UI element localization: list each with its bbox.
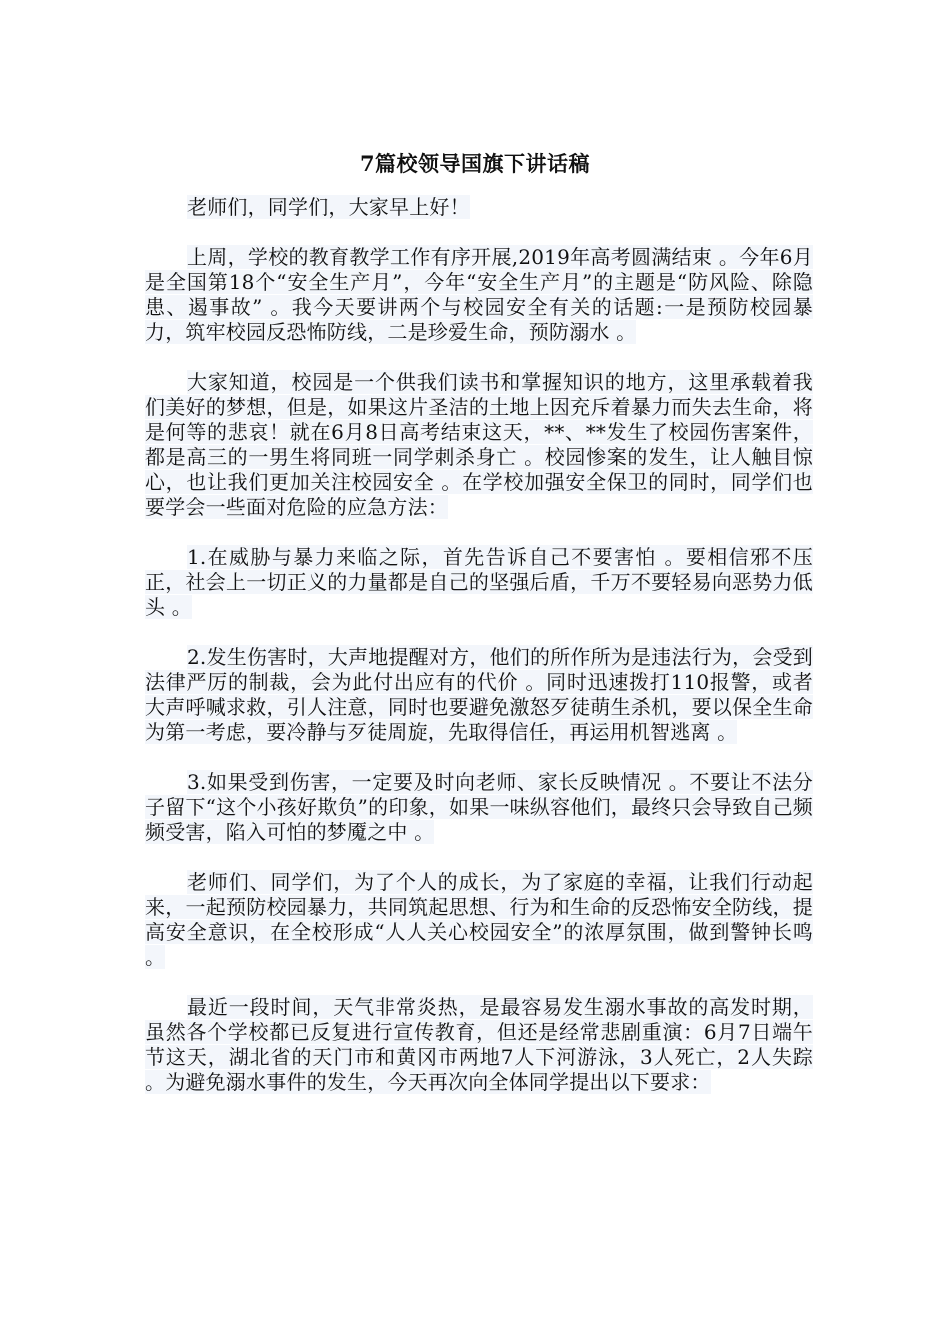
document-body xyxy=(145,195,813,1120)
paragraph-call-to-action xyxy=(145,870,813,970)
paragraph-greeting xyxy=(145,195,813,220)
paragraph-point-1 xyxy=(145,545,813,620)
paragraph-drowning xyxy=(145,995,813,1095)
paragraph-text: 3.如果受到伤害，一定要及时向老师、家长反映情况 。不要让不法分子留下“这个小孩好欺负”的印象，如果一味纵容他们，最终只会导致自己频频受害，陷入可怕的梦魇之中 。 xyxy=(145,770,813,844)
paragraph-text: 老师们，同学们，大家早上好！ xyxy=(187,195,470,219)
paragraph-text: 大家知道，校园是一个供我们读书和掌握知识的地方，这里承载着我们美好的梦想，但是，如果这片圣洁的土地上因充斥着暴力而失去生命，将是何等的悲哀！就在6月8日高考结束这天，**、**发生了校园伤害案件，都是高三的一男生将同班一同学刺杀身亡 。校园惨案的发生，让人触目惊心，也让我们更加关注校园安全 。在学校加强安全保卫的同时，同学们也要学会一些面对危险的应急方法： xyxy=(145,370,813,519)
paragraph-intro xyxy=(145,245,813,345)
paragraph-text: 最近一段时间，天气非常炎热，是最容易发生溺水事故的高发时期，虽然各个学校都已反复进行宣传教育，但还是经常悲剧重演：6月7日端午节这天，湖北省的天门市和黄冈市两地7人下河游泳，3人死亡，2人失踪 。为避免溺水事件的发生，今天再次向全体同学提出以下要求： xyxy=(145,995,813,1094)
paragraph-text: 2.发生伤害时，大声地提醒对方，他们的所作所为是违法行为，会受到法律严厉的制裁，会为此付出应有的代价 。同时迅速拨打110报警，或者大声呼喊求救，引人注意，同时也要避免激怒歹徒萌生杀机，要以保全生命为第一考虑，要冷静与歹徒周旋，先取得信任，再运用机智逃离 。 xyxy=(145,645,813,744)
paragraph-point-3 xyxy=(145,770,813,845)
paragraph-text: 1.在威胁与暴力来临之际，首先告诉自己不要害怕 。要相信邪不压正，社会上一切正义的力量都是自己的坚强后盾，千万不要轻易向恶势力低头 。 xyxy=(145,545,813,619)
paragraph-point-2 xyxy=(145,645,813,745)
document-title: 7篇校领导国旗下讲话稿 xyxy=(359,151,591,176)
paragraph-text: 老师们、同学们，为了个人的成长，为了家庭的幸福，让我们行动起来，一起预防校园暴力，共同筑起思想、行为和生命的反恐怖安全防线，提高安全意识，在全校形成“人人关心校园安全”的浓厚氛围，做到警钟长鸣 。 xyxy=(145,870,813,969)
paragraph-campus-violence xyxy=(145,370,813,520)
paragraph-text: 上周，学校的教育教学工作有序开展,2019年高考圆满结束 。今年6月是全国第18个“安全生产月”，今年“安全生产月”的主题是“防风险、除隐患、遏事故” 。我今天要讲两个与校园安全有关的话题:一是预防校园暴力，筑牢校园反恐怖防线，二是珍爱生命，预防溺水 。 xyxy=(145,245,813,344)
